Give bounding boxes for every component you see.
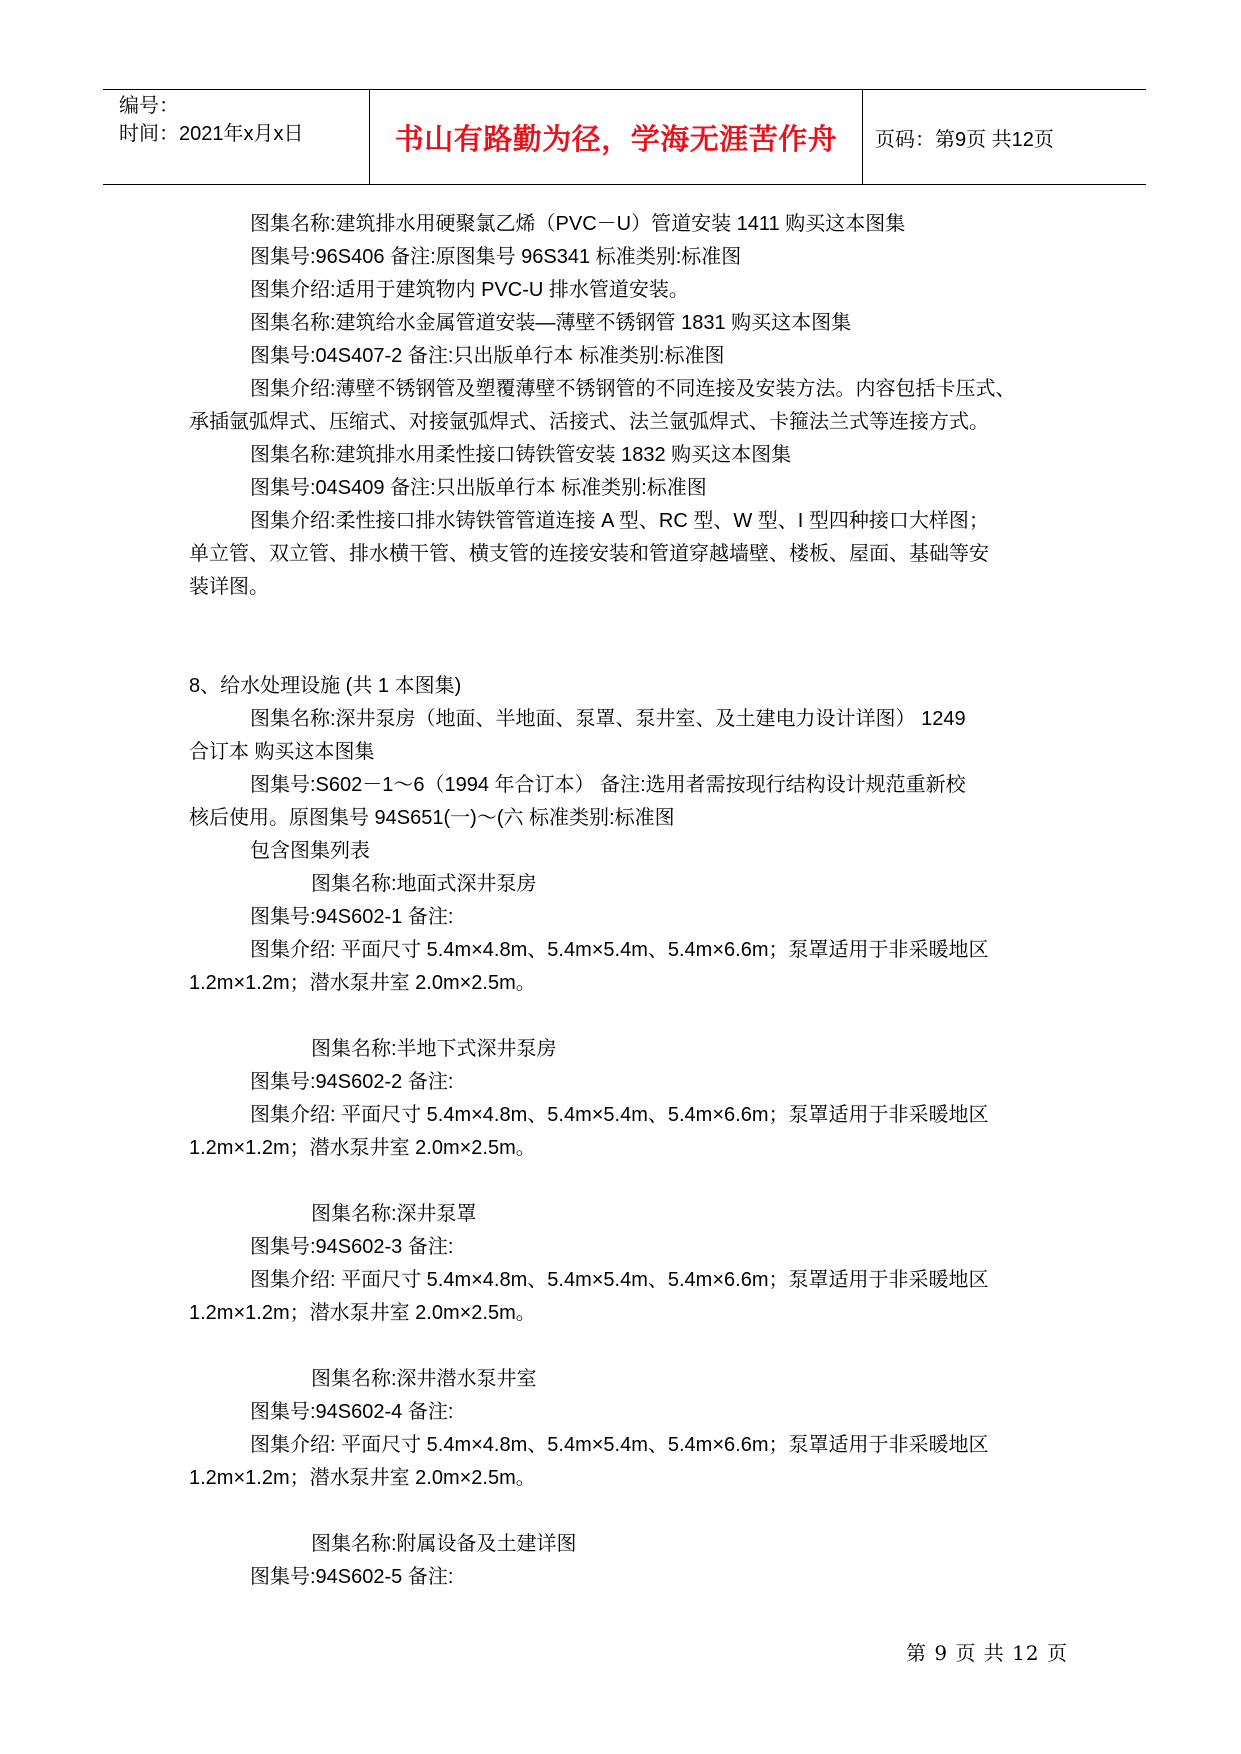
- atlas-number: 图集号:96S406 备注:原图集号 96S341 标准类别:标准图: [250, 246, 742, 268]
- atlas-name: 图集名称:深井泵房（地面、半地面、泵罩、泵井室、及土建电力设计详图） 1249: [250, 708, 966, 730]
- section-heading: 8、给水处理设施 (共 1 本图集): [189, 675, 462, 697]
- header-meta: [119, 92, 304, 148]
- sub-atlas-intro: 图集介绍: 平面尺寸 5.4m×4.8m、5.4m×5.4m、5.4m×6.6m；泵罩适用于非采暖地区: [250, 1104, 989, 1126]
- included-list-label: 包含图集列表: [250, 840, 370, 862]
- sub-atlas-name: 图集名称:半地下式深井泵房: [311, 1038, 557, 1060]
- sub-atlas-intro-cont: 1.2m×1.2m；潜水泵井室 2.0m×2.5m。: [189, 1137, 536, 1159]
- sub-atlas-name: 图集名称:深井潜水泵井室: [311, 1368, 537, 1390]
- sub-atlas-number: 图集号:94S602-1 备注:: [250, 906, 454, 928]
- atlas-number: 图集号:S602－1～6（1994 年合订本） 备注:选用者需按现行结构设计规范重新校: [250, 774, 966, 796]
- page-footer: 第 9 页 共 12 页: [906, 1641, 1068, 1665]
- sub-atlas-name: 图集名称:深井泵罩: [311, 1203, 477, 1225]
- atlas-intro-cont: 装详图。: [189, 576, 269, 598]
- doc-number-label: 编号：: [119, 95, 179, 117]
- doc-time: 时间：2021年x月x日: [119, 123, 304, 145]
- atlas-name-cont: 合订本 购买这本图集: [189, 741, 375, 763]
- page-header: [103, 89, 1146, 185]
- atlas-number: 图集号:04S409 备注:只出版单行本 标准类别:标准图: [250, 477, 707, 499]
- sub-atlas-intro: 图集介绍: 平面尺寸 5.4m×4.8m、5.4m×5.4m、5.4m×6.6m；泵罩适用于非采暖地区: [250, 939, 989, 961]
- sub-atlas-number: 图集号:94S602-4 备注:: [250, 1401, 454, 1423]
- atlas-number-cont: 核后使用。原图集号 94S651(一)～(六 标准类别:标准图: [189, 807, 675, 829]
- header-motto: 书山有路勤为径，学海无涯苦作舟: [394, 121, 838, 156]
- sub-atlas-intro: 图集介绍: 平面尺寸 5.4m×4.8m、5.4m×5.4m、5.4m×6.6m；泵罩适用于非采暖地区: [250, 1269, 989, 1291]
- sub-atlas-intro-cont: 1.2m×1.2m；潜水泵井室 2.0m×2.5m。: [189, 1302, 536, 1324]
- sub-atlas-name: 图集名称:附属设备及土建详图: [311, 1533, 577, 1555]
- atlas-name: 图集名称:建筑排水用柔性接口铸铁管安装 1832 购买这本图集: [250, 444, 792, 466]
- sub-atlas-intro: 图集介绍: 平面尺寸 5.4m×4.8m、5.4m×5.4m、5.4m×6.6m；泵罩适用于非采暖地区: [250, 1434, 989, 1456]
- sub-atlas-intro-cont: 1.2m×1.2m；潜水泵井室 2.0m×2.5m。: [189, 1467, 536, 1489]
- atlas-intro: 图集介绍:薄壁不锈钢管及塑覆薄壁不锈钢管的不同连接及安装方法。内容包括卡压式、: [250, 378, 1016, 400]
- sub-atlas-number: 图集号:94S602-5 备注:: [250, 1566, 454, 1588]
- sub-atlas-number: 图集号:94S602-2 备注:: [250, 1071, 454, 1093]
- document-body: [189, 208, 1069, 1594]
- sub-atlas-number: 图集号:94S602-3 备注:: [250, 1236, 454, 1258]
- atlas-number: 图集号:04S407-2 备注:只出版单行本 标准类别:标准图: [250, 345, 725, 367]
- atlas-name: 图集名称:建筑排水用硬聚氯乙烯（PVC－U）管道安装 1411 购买这本图集: [250, 213, 906, 235]
- sub-atlas-intro-cont: 1.2m×1.2m；潜水泵井室 2.0m×2.5m。: [189, 972, 536, 994]
- atlas-intro: 图集介绍:柔性接口排水铸铁管管道连接 A 型、RC 型、W 型、I 型四种接口大样图；: [250, 510, 989, 532]
- atlas-intro: 图集介绍:适用于建筑物内 PVC-U 排水管道安装。: [250, 279, 689, 301]
- atlas-intro-cont: 单立管、双立管、排水横干管、横支管的连接安装和管道穿越墙壁、楼板、屋面、基础等安: [189, 543, 989, 565]
- atlas-intro-cont: 承插氩弧焊式、压缩式、对接氩弧焊式、活接式、法兰氩弧焊式、卡箍法兰式等连接方式。: [189, 411, 989, 433]
- sub-atlas-name: 图集名称:地面式深井泵房: [311, 873, 537, 895]
- header-divider: [862, 90, 863, 184]
- header-page-code: 页码：第9页 共12页: [875, 129, 1054, 151]
- atlas-name: 图集名称:建筑给水金属管道安装—薄壁不锈钢管 1831 购买这本图集: [250, 312, 852, 334]
